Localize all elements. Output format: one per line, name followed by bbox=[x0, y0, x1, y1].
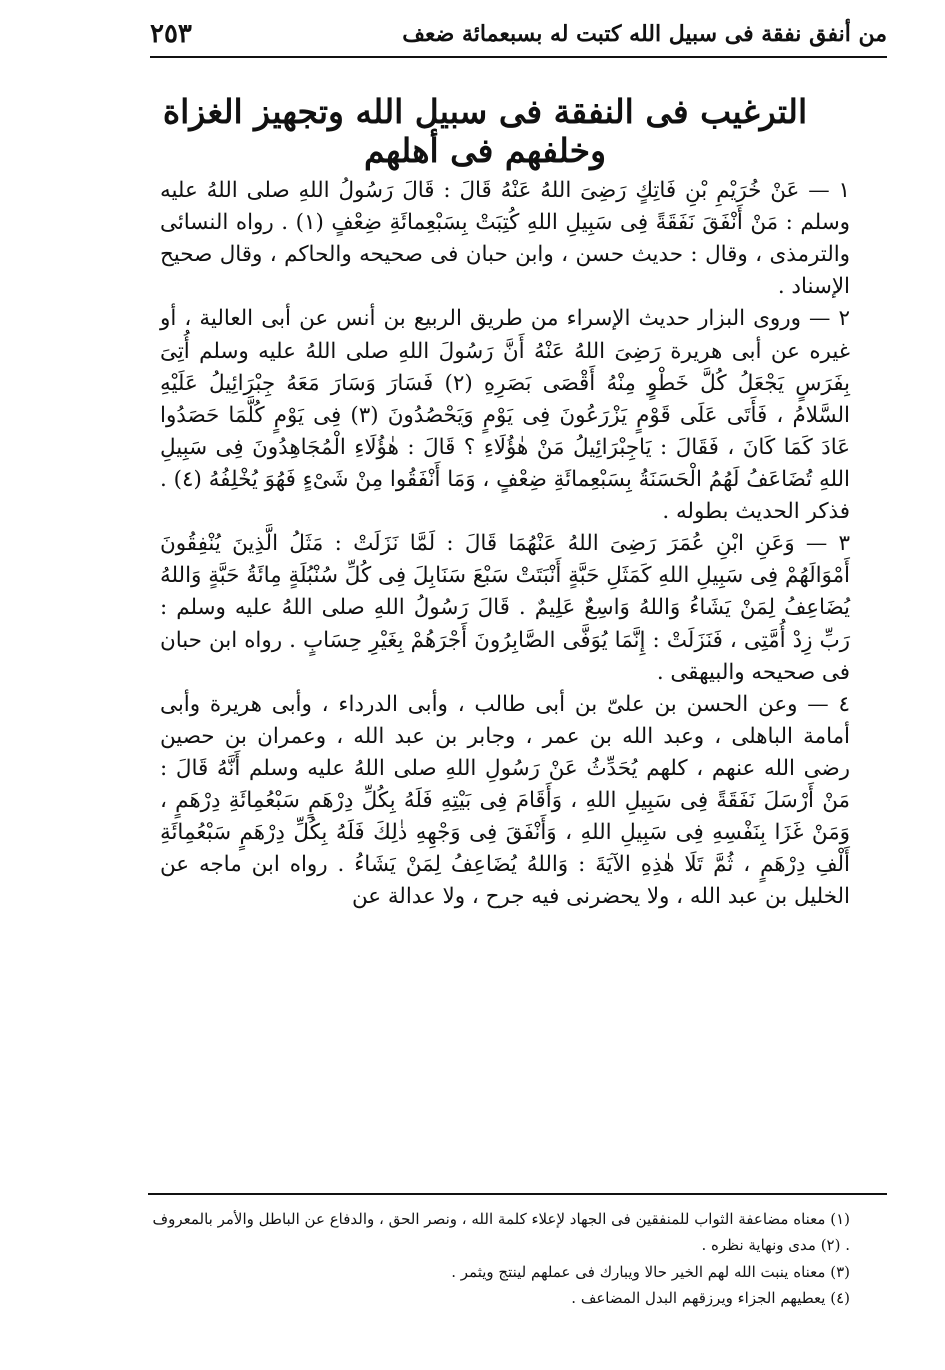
running-title: من أنفق نفقة فى سبيل الله كتبت له بسبعمائة ضعف bbox=[402, 21, 887, 47]
footnote-3: (٣) معناه ينبت الله لهم الخير حالا ويبارك فى عملهم لينتج ويثمر . bbox=[451, 1262, 850, 1281]
page-number: ٢٥٣ bbox=[150, 19, 192, 49]
footnotes bbox=[150, 1206, 850, 1311]
hadith-paragraph-3: ٣ — وَعَنِ ابْنِ عُمَرَ رَضِىَ اللهُ عَنْهُمَا قَالَ : لَمَّا نَزَلَتْ : مَثَلُ الَّذِينَ يُنْفِقُونَ أَمْوَالَهُمْ فِى سَبِيلِ اللهِ كَمَثَلِ حَبَّةٍ أَنْبَتَتْ سَبْعَ سَنَابِلَ فِى كُلِّ سُنْبُلَةٍ مِائَةُ حَبَّةٍ وَاللهُ يُضَاعِفُ لِمَنْ يَشَاءُ وَاللهُ وَاسِعٌ عَلِيمٌ . قَالَ رَسُولُ اللهِ صلى اللهُ عليه وسلم : رَبِّ زِدْ أُمَّتِى ، فَنَزَلَتْ : إِنَّمَا يُوَفَّى الصَّابِرُونَ أَجْرَهُمْ بِغَيْرِ حِسَابٍ . رواه ابن حبان فى صحيحه والبيهقى . bbox=[160, 531, 850, 685]
footnote-rule bbox=[148, 1193, 887, 1195]
hadith-paragraph-1: ١ — عَنْ خُرَيْمِ بْنِ فَاتِكٍ رَضِىَ اللهُ عَنْهُ قَالَ : قَالَ رَسُولُ اللهِ صلى اللهُ عليه وسلم : مَنْ أَنْفَقَ نَفَقَةً فِى سَبِيلِ اللهِ كُتِبَتْ بِسَبْعِمائَةِ ضِعْفٍ (١) . رواه النسائى والترمذى ، وقال : حديث حسن ، وابن حبان فى صحيحه والحاكم ، وقال صحيح الإسناد . bbox=[160, 178, 850, 300]
chapter-title: الترغيب فى النفقة فى سبيل الله وتجهيز الغزاة وخلفهم فى أهلهم bbox=[162, 92, 808, 170]
hadith-paragraph-2: ٢ — وروى البزار حديث الإسراء من طريق الربيع بن أنس عن أبى العالية ، أو غيره عن أبى هريرة رَضِىَ اللهُ عَنْهُ أَنَّ رَسُولَ اللهِ صلى اللهُ عليه وسلم أُتِىَ بِفَرَسٍ يَجْعَلُ كُلَّ خَطْوٍ مِنْهُ أَقْصَى بَصَرِهِ (٢) فَسَارَ وَسَارَ مَعَهُ جِبْرَائِيلُ عَلَيْهِ السَّلامُ ، فَأَتَى عَلَى قَوْمٍ يَزْرَعُونَ فِى يَوْمٍ وَيَحْصُدُونَ (٣) فِى يَوْمٍ كُلَّمَا حَصَدُوا عَادَ كَمَا كَانَ ، فَقَالَ : يَاجِبْرَائِيلُ مَنْ هٰؤُلَاءِ ؟ قَالَ : هٰؤُلَاءِ الْمُجَاهِدُونَ فِى سَبِيلِ اللهِ تُضَاعَفُ لَهُمُ الْحَسَنَةُ بِسَبْعِمائَةِ ضِعْفٍ ، وَمَا أَنْفَقُوا مِنْ شَىْءٍ فَهُوَ يُخْلِفُهُ (٤) . فذكر الحديث بطوله . bbox=[160, 306, 850, 525]
running-header bbox=[150, 14, 887, 54]
main-text bbox=[160, 175, 850, 914]
header-rule bbox=[150, 56, 887, 58]
footnote-1-2: (١) معناه مضاعفة الثواب للمنفقين فى الجهاد لإعلاء كلمة الله ، ونصر الحق ، والدفاع عن الباطل والأمر بالمعروف . (٢) مدى ونهاية نظره . bbox=[152, 1210, 850, 1255]
hadith-paragraph-4: ٤ — وعن الحسن بن علىّ بن أبى طالب ، وأبى الدرداء ، وأبى هريرة وأبى أمامة الباهلى ، وعبد الله بن عمر ، وجابر بن عبد الله ، وعمران بن حصين رضى الله عنهم ، كلهم يُحَدِّثُ عَنْ رَسُولِ اللهِ صلى اللهُ عليه وسلم أَنَّهُ قَالَ : مَنْ أَرْسَلَ نَفَقَةً فِى سَبِيلِ اللهِ ، وَأَقَامَ فِى بَيْتِهِ فَلَهُ بِكُلِّ دِرْهَمٍ سَبْعُمِائَةِ دِرْهَمٍ ، وَمَنْ غَزَا بِنَفْسِهِ فِى سَبِيلِ اللهِ ، وَأَنْفَقَ فِى وَجْهِهِ ذٰلِكَ فَلَهُ بِكُلِّ دِرْهَمٍ سَبْعُمِائَةِ أَلْفِ دِرْهَمٍ ، ثُمَّ تَلَا هٰذِهِ الآيَةَ : وَاللهُ يُضَاعِفُ لِمَنْ يَشَاءُ . رواه ابن ماجه عن الخليل بن عبد الله ، ولا يحضرنى فيه جرح ، ولا عدالة عن bbox=[160, 691, 850, 910]
footnote-4: (٤) يعطيهم الجزاء ويرزقهم البدل المضاعف . bbox=[571, 1288, 850, 1307]
